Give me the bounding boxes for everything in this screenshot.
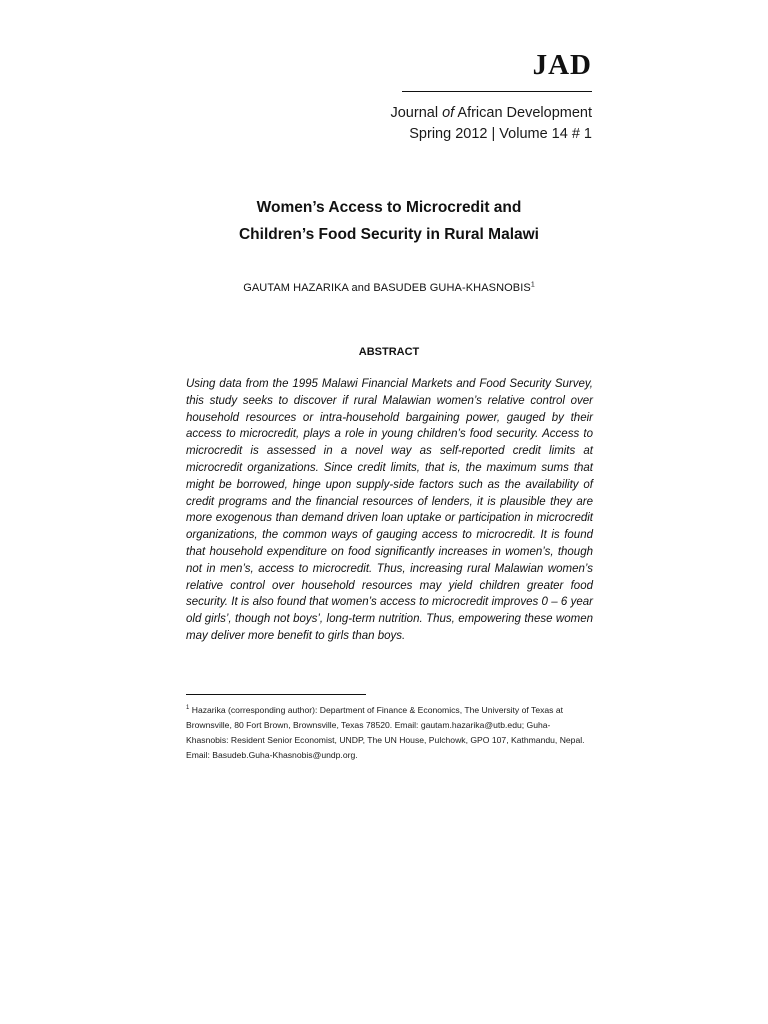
masthead [533,48,592,82]
footnote-paragraph [186,703,586,763]
article-title-line-2: Children’s Food Security in Rural Malawi [238,226,539,243]
article-authors [186,280,592,296]
journal-logo: JAD [532,49,592,81]
journal-name-prefix: Journal [390,105,443,121]
footnote-text: Hazarika (corresponding author): Department of Finance & Economics, The University of Texas at Brownsville, 80 Fort Brown, Brownsville, Texas 78520. Email: gautam.hazarika@utb.edu; Guha-Khasnobis: Resident Senior Economist, UNDP, The UN House, Pulchowk, GPO 107, Kathmandu, Nepal. Email: Basudeb.Guha-Khasnobis@undp.org. [186,705,585,760]
abstract-body [186,376,593,645]
authors-names: GAUTAM HAZARIKA and BASUDEB GUHA-KHASNOBIS [243,282,531,294]
footnote-marker: 1 [186,705,190,712]
abstract-paragraph: Using data from the 1995 Malawi Financial Markets and Food Security Survey, this study seeks to discover if rural Malawian women’s relative control over household resources or intra-household bargaining power, gauged by their access to microcredit, plays a role in young children’s food security. Access to microcredit is assessed in a novel way as self-reported credit limits at microcredit organizations. Since credit limits, that is, the maximum sums that might be borrowed, hinge upon supply-side factors such as the availability of credit programs and the financial resources of lenders, it is plausible they are more exogenous than demand driven loan uptake or participation in microcredit organizations, the common ways of gauging access to microcredit. It is found that household expenditure on food significantly increases in women’s, though not in men’s, access to microcredit. Thus, increasing rural Malawian women’s relative control over household resources may yield children greater food security. It is also found that women’s access to microcredit improves 0 – 6 year old girls’, though not boys’, long-term nutrition. Thus, empowering these women may deliver more benefit to girls than boys. [186,378,593,642]
article-title-line-1: Women’s Access to Microcredit and [256,199,522,216]
article-title [186,194,592,248]
abstract-heading: ABSTRACT [358,346,420,358]
journal-name-suffix: African Development [454,105,592,121]
journal-name-italic: of [442,105,455,121]
footnote [186,703,586,763]
journal-issue: Spring 2012 | Volume 14 # 1 [409,126,592,142]
journal-info [390,103,592,145]
author-footnote-marker[interactable]: 1 [530,281,535,289]
footnote-rule [186,694,366,695]
masthead-rule [402,91,592,92]
journal-name [390,103,592,124]
